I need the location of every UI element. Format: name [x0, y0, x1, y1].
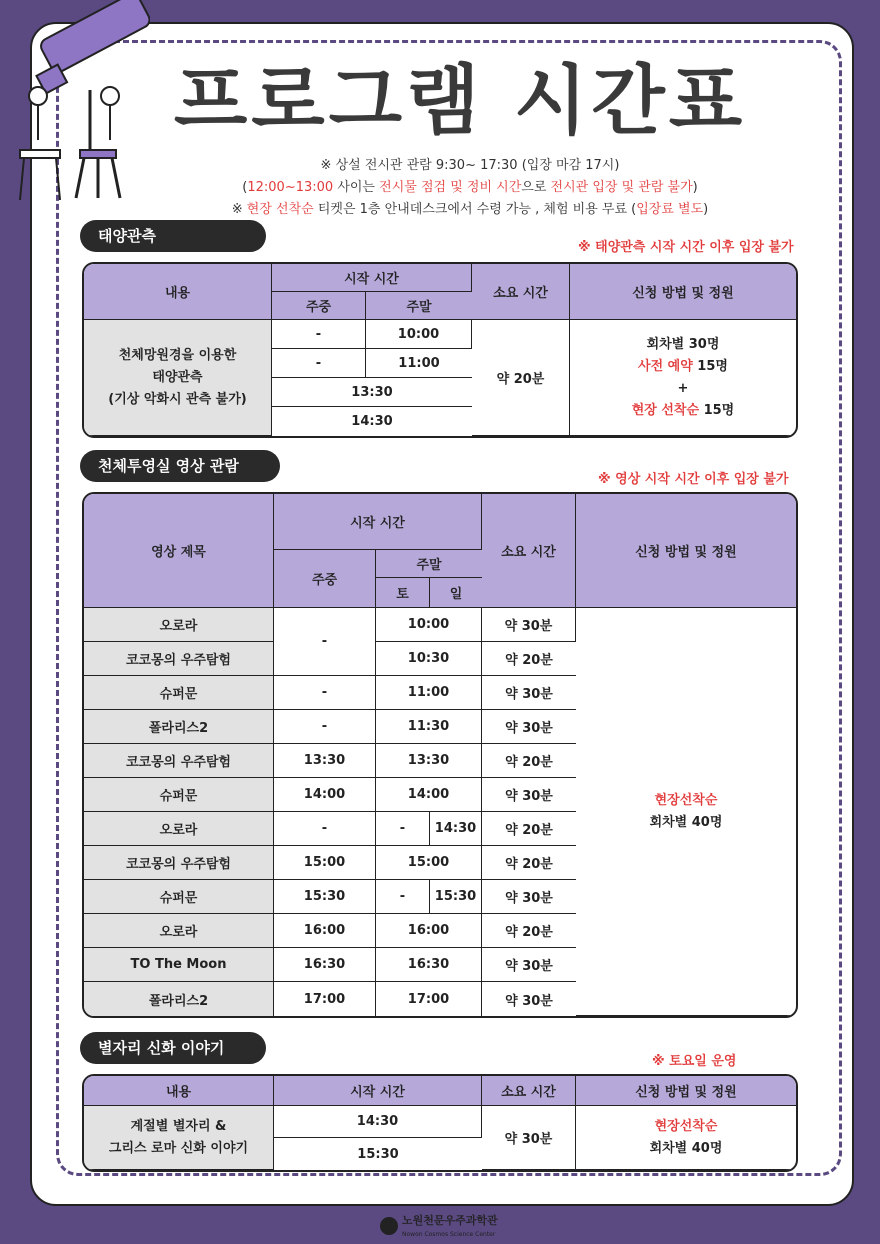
table-row-weekend: 14:00: [376, 778, 482, 812]
solar-duration: 약 20분: [472, 320, 570, 436]
solar-weekday-1: -: [272, 320, 366, 349]
table-row-title: 오로라: [84, 914, 274, 948]
solar-content: 천체망원경을 이용한 태양관측 (기상 악화시 관측 불가): [84, 320, 272, 436]
table-row-title: 슈퍼문: [84, 676, 274, 710]
table-row-duration: 약 30분: [482, 880, 576, 914]
table-row-title: 오로라: [84, 608, 274, 642]
table-row-weekend: 15:00: [376, 846, 482, 880]
info-line-2: (12:00~13:00 사이는 전시물 점검 및 정비 시간으로 전시관 입장 및 관람 불가): [242, 180, 698, 195]
footer-logo: [380, 1212, 498, 1239]
solar-weekend-2: 11:00: [366, 349, 472, 378]
table-row-duration: 약 30분: [482, 710, 576, 744]
table-row-title: 폴라리스2: [84, 710, 274, 744]
table-row-weekday: 17:00: [274, 982, 376, 1016]
myth-content: 계절별 별자리 & 그리스 로마 신화 이야기: [84, 1106, 274, 1170]
solar-apply: 회차별 30명 사전 예약 15명 + 현장 선착순 15명: [570, 320, 796, 436]
table-row-duration: 약 20분: [482, 846, 576, 880]
planet-h-weekend: 주말: [376, 550, 482, 578]
table-row-weekend: 10:30: [376, 642, 482, 676]
table-row-weekday: -: [274, 710, 376, 744]
solar-note: ※ 태양관측 시작 시간 이후 입장 불가: [578, 240, 794, 255]
table-row-duration: 약 30분: [482, 778, 576, 812]
table-row-title: 폴라리스2: [84, 982, 274, 1016]
solar-h-weekend: 주말: [366, 292, 472, 320]
section-solar-label: 태양관측: [80, 220, 266, 252]
myth-h-content: 내용: [84, 1076, 274, 1106]
planet-h-weekday: 주중: [274, 550, 376, 608]
table-row-weekday: 15:00: [274, 846, 376, 880]
solar-h-start: 시작 시간: [272, 264, 472, 292]
planet-note: ※ 영상 시작 시간 이후 입장 불가: [598, 472, 789, 487]
footer-name: 노원천문우주과학관: [402, 1214, 498, 1227]
table-row-weekday: 13:30: [274, 744, 376, 778]
table-row-weekday: 14:00: [274, 778, 376, 812]
table-row-duration: 약 30분: [505, 993, 553, 1009]
table-row-duration: 약 20분: [482, 642, 576, 676]
solar-time-4: 14:30: [351, 414, 393, 429]
telescope-illustration: [10, 0, 150, 200]
myth-note: ※ 토요일 운영: [652, 1054, 737, 1069]
solar-time-3: 13:30: [272, 378, 472, 407]
planet-h-sat: 토: [376, 578, 430, 608]
solar-weekend-1: 10:00: [366, 320, 472, 349]
table-row-title: 슈퍼문: [84, 880, 274, 914]
myth-time-1: 14:30: [274, 1106, 482, 1138]
table-row-sat: -: [376, 880, 430, 914]
planet-h-sun: 일: [430, 578, 482, 608]
info-line-1: ※ 상설 전시관 관람 9:30~ 17:30 (입장 마감 17시): [320, 158, 620, 173]
table-row-title: TO The Moon: [84, 948, 274, 982]
page-title: 프로그램 시간표: [173, 56, 747, 145]
table-row-weekend: 11:00: [376, 676, 482, 710]
table-row-weekday: -: [274, 812, 376, 846]
myth-h-start: 시작 시간: [274, 1076, 482, 1106]
table-row-weekend: 10:00: [376, 608, 482, 642]
table-row-duration: 약 30분: [482, 948, 576, 982]
planet-h-apply: 신청 방법 및 정원: [576, 494, 796, 608]
footer-en: Nowon Cosmos Science Center: [402, 1231, 496, 1238]
myth-h-duration: 소요 시간: [482, 1076, 576, 1106]
solar-weekday-2: -: [272, 349, 366, 378]
table-row-weekend: 17:00: [376, 982, 482, 1016]
section-planet-label: 천체투영실 영상 관람: [80, 450, 280, 482]
table-row-weekday: 16:00: [274, 914, 376, 948]
table-row-title: 코코몽의 우주탐험: [84, 846, 274, 880]
table-row-weekday: -: [274, 608, 376, 676]
planet-h-start: 시작 시간: [274, 494, 482, 550]
table-row-weekday: 16:30: [274, 948, 376, 982]
myth-h-apply: 신청 방법 및 정원: [576, 1076, 796, 1106]
table-row-sat: -: [376, 812, 430, 846]
planet-h-duration: 소요 시간: [482, 494, 576, 608]
myth-table: [82, 1074, 798, 1172]
table-row-weekend: 16:30: [376, 948, 482, 982]
table-row-duration: 약 20분: [482, 914, 576, 948]
table-row-weekend: 13:30: [376, 744, 482, 778]
solar-h-content: 내용: [84, 264, 272, 320]
table-row-sun: 15:30: [430, 880, 482, 914]
table-row-duration: 약 30분: [482, 608, 576, 642]
table-row-duration: 약 20분: [482, 744, 576, 778]
solar-h-weekday: 주중: [272, 292, 366, 320]
section-myth-label: 별자리 신화 이야기: [80, 1032, 266, 1064]
table-row-weekday: -: [274, 676, 376, 710]
planet-icon: [380, 1217, 398, 1235]
myth-time-2: 15:30: [357, 1146, 399, 1162]
table-row-duration: 약 20분: [482, 812, 576, 846]
table-row-title: 슈퍼문: [84, 778, 274, 812]
info-line-3: ※ 현장 선착순 티켓은 1층 안내데스크에서 수령 가능 , 체험 비용 무료 (입장료 별도): [231, 202, 709, 217]
table-row-duration: 약 30분: [482, 676, 576, 710]
table-row-weekend: 11:30: [376, 710, 482, 744]
planet-h-title: 영상 제목: [84, 494, 274, 608]
myth-duration: 약 30분: [482, 1106, 576, 1170]
solar-h-apply: 신청 방법 및 정원: [570, 264, 796, 320]
table-row-weekend: 16:00: [376, 914, 482, 948]
table-row-title: 오로라: [84, 812, 274, 846]
solar-h-duration: 소요 시간: [472, 264, 570, 320]
planet-apply: 현장선착순 회차별 40명: [576, 608, 796, 1016]
table-row-title: 코코몽의 우주탐험: [84, 744, 274, 778]
myth-apply: 현장선착순 회차별 40명: [576, 1106, 796, 1170]
planet-table: [82, 492, 798, 1018]
solar-table: [82, 262, 798, 438]
table-row-weekday: 15:30: [274, 880, 376, 914]
table-row-sun: 14:30: [430, 812, 482, 846]
table-row-title: 코코몽의 우주탐험: [84, 642, 274, 676]
